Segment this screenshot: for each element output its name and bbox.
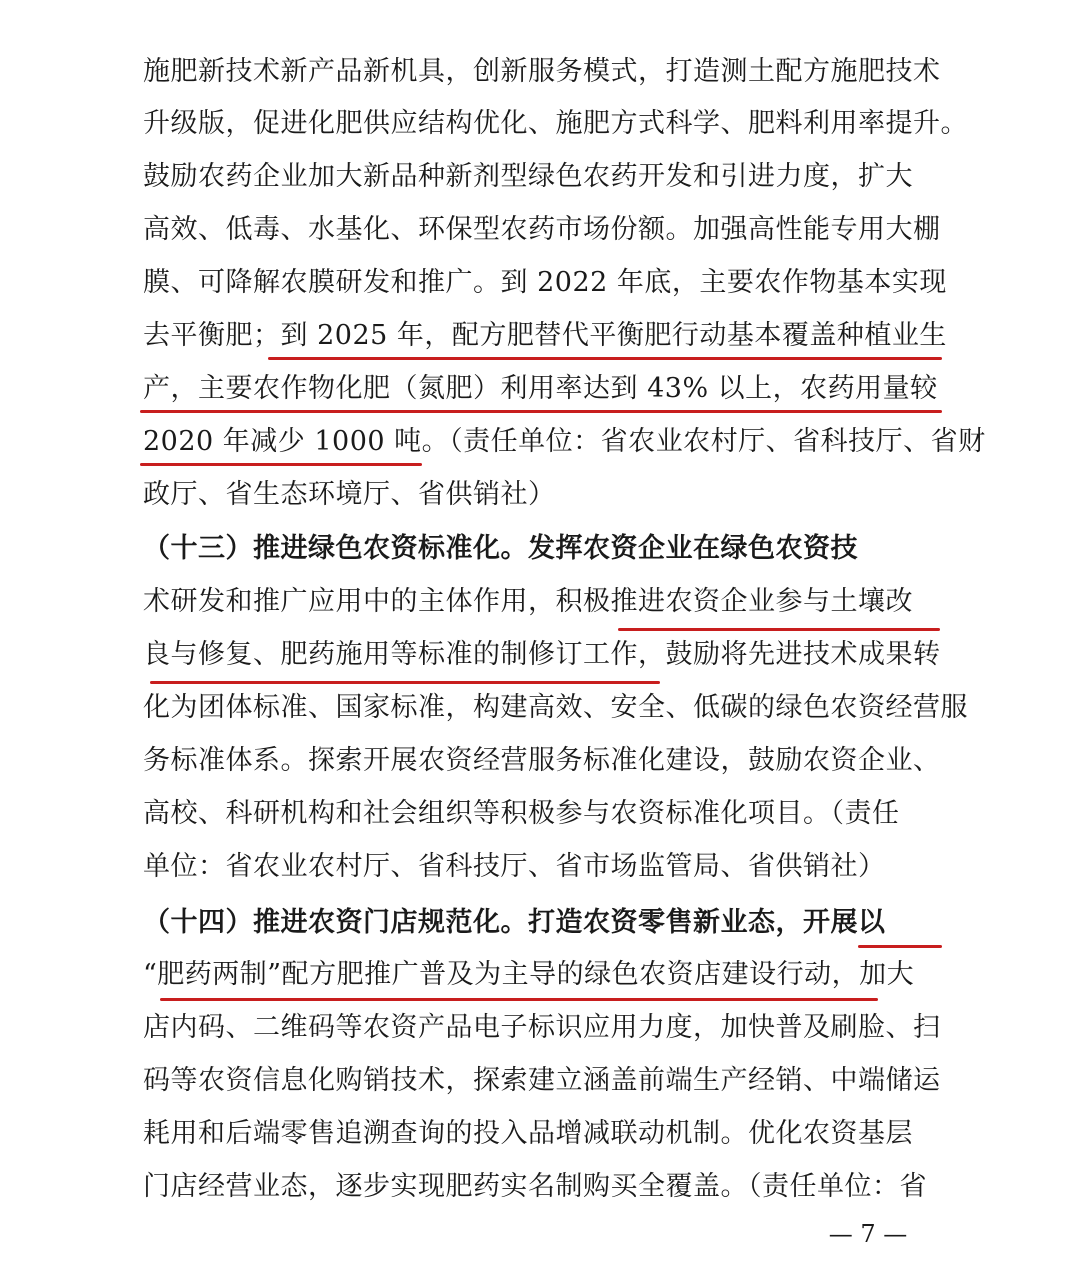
body-line-21: 耗用和后端零售追溯查询的投入品增减联动机制。优化农资基层 bbox=[143, 1118, 913, 1149]
red-underline bbox=[150, 681, 660, 684]
page-number: — 7 — bbox=[828, 1220, 908, 1248]
body-line-20: 码等农资信息化购销技术，探索建立涵盖前端生产经销、中端储运 bbox=[143, 1065, 941, 1096]
body-line-6: 去平衡肥；到 2025 年，配方肥替代平衡肥行动基本覆盖种植业生 bbox=[143, 320, 947, 351]
body-line-12: 良与修复、肥药施用等标准的制修订工作，鼓励将先进技术成果转 bbox=[143, 639, 941, 670]
body-line-15: 高校、科研机构和社会组织等积极参与农资标准化项目。（责任 bbox=[143, 798, 900, 829]
body-line-14: 务标准体系。探索开展农资经营服务标准化建设，鼓励农资企业、 bbox=[143, 745, 941, 776]
red-underline bbox=[858, 945, 942, 948]
body-line-7: 产，主要农作物化肥（氮肥）利用率达到 43% 以上，农药用量较 bbox=[143, 373, 938, 404]
body-line-4: 高效、低毒、水基化、环保型农药市场份额。加强高性能专用大棚 bbox=[143, 214, 941, 245]
body-line-8: 2020 年减少 1000 吨。（责任单位：省农业农村厅、省科技厅、省财 bbox=[143, 426, 986, 457]
body-line-3: 鼓励农药企业加大新品种新剂型绿色农药开发和引进力度，扩大 bbox=[143, 161, 913, 192]
red-underline bbox=[268, 357, 942, 360]
red-underline bbox=[160, 998, 878, 1001]
red-underline bbox=[140, 410, 942, 413]
section-13-heading-line: （十三）推进绿色农资标准化。发挥农资企业在绿色农资技 bbox=[143, 533, 858, 564]
body-line-9: 政厅、省生态环境厅、省供销社） bbox=[143, 479, 556, 510]
body-line-5: 膜、可降解农膜研发和推广。到 2022 年底，主要农作物基本实现 bbox=[143, 267, 947, 298]
body-line-1: 施肥新技术新产品新机具，创新服务模式，打造测土配方施肥技术 bbox=[143, 56, 941, 87]
body-line-2: 升级版，促进化肥供应结构优化、施肥方式科学、肥料利用率提升。 bbox=[143, 108, 968, 139]
body-line-18: “肥药两制”配方肥推广普及为主导的绿色农资店建设行动，加大 bbox=[143, 959, 915, 990]
body-line-19: 店内码、二维码等农资产品电子标识应用力度，加快普及刷脸、扫 bbox=[143, 1012, 941, 1043]
body-line-16: 单位：省农业农村厅、省科技厅、省市场监管局、省供销社） bbox=[143, 851, 886, 882]
body-line-13: 化为团体标准、国家标准，构建高效、安全、低碳的绿色农资经营服 bbox=[143, 692, 968, 723]
body-line-22: 门店经营业态，逐步实现肥药实名制购买全覆盖。（责任单位：省 bbox=[143, 1171, 927, 1202]
body-line-11: 术研发和推广应用中的主体作用，积极推进农资企业参与土壤改 bbox=[143, 586, 913, 617]
red-underline bbox=[140, 463, 422, 466]
section-14-heading-line: （十四）推进农资门店规范化。打造农资零售新业态，开展以 bbox=[143, 907, 886, 938]
red-underline bbox=[618, 628, 940, 631]
